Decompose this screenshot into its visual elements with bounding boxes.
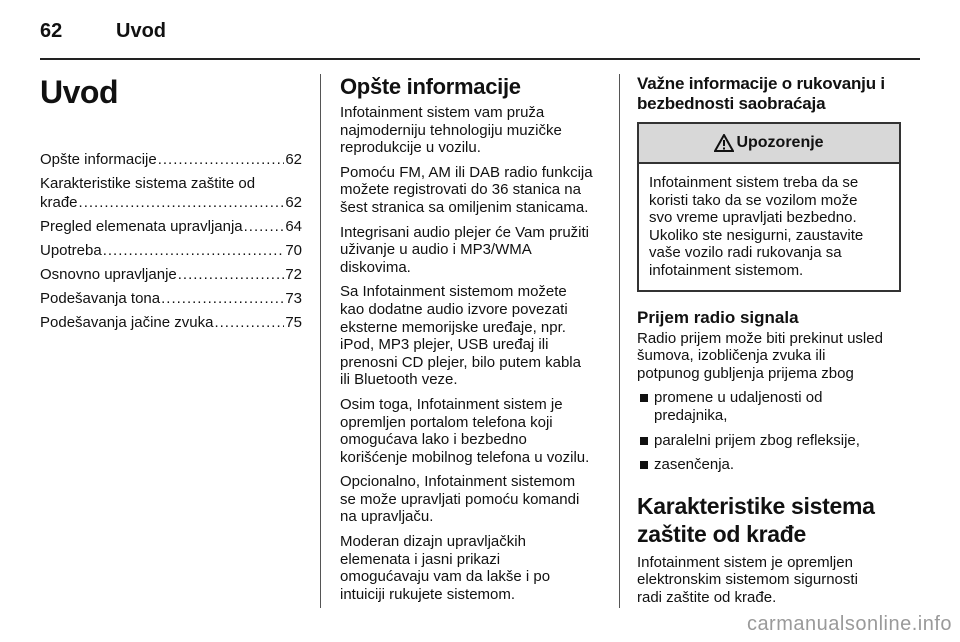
- safety-heading-line: Važne informacije o rukovanju i: [637, 74, 885, 93]
- text-line: na upravljaču.: [340, 508, 434, 526]
- toc-page-number: 64: [285, 218, 302, 235]
- toc-leader-dots: [158, 150, 285, 169]
- toc-entry-text: Podešavanja tona: [40, 290, 161, 307]
- text-line: ili Bluetooth veze.: [340, 371, 458, 389]
- warning-triangle-icon: [714, 134, 734, 152]
- antitheft-heading-line: Karakteristike sistema: [637, 492, 875, 519]
- antitheft-heading-line: zaštite od krađe: [637, 520, 807, 547]
- text-line: Moderan dizajn upravljačkih: [340, 533, 526, 551]
- radio-intro: [637, 330, 901, 383]
- toc-list: [40, 150, 302, 332]
- text-line: predajnika,: [654, 406, 728, 424]
- toc-leader-dots: [161, 289, 284, 308]
- text-line: diskovima.: [340, 258, 411, 276]
- bullet-square-icon: [640, 437, 648, 445]
- toc-entry-text: Podešavanja jačine zvuka: [40, 314, 214, 331]
- text-line: Infotainment sistem je opremljen: [637, 553, 853, 571]
- text-line: intuiciji rukujete sistemom.: [340, 585, 516, 603]
- chapter-title: Uvod: [116, 20, 166, 42]
- toc-entry[interactable]: [40, 313, 302, 332]
- safety-heading: [637, 74, 901, 114]
- text-line: iPod, MP3 plejer, USB uređaj ili: [340, 336, 549, 354]
- radio-heading: Prijem radio signala: [637, 307, 799, 327]
- text-line: opremljen portalom telefona koji: [340, 413, 553, 431]
- text-line: potpunog gubljenja prijema zbog: [637, 364, 854, 382]
- text-line: Integrisani audio plejer će Vam pružiti: [340, 223, 590, 241]
- toc-page-number: 75: [285, 314, 302, 331]
- toc-entry[interactable]: [40, 289, 302, 308]
- toc-entry[interactable]: [40, 241, 302, 260]
- antitheft-heading: [637, 492, 901, 548]
- text-line: možete registrovati do 36 stanica na: [340, 181, 581, 199]
- toc-column: [40, 74, 302, 337]
- toc-entry[interactable]: [40, 217, 302, 236]
- page-number: 62: [40, 20, 63, 42]
- bullet-square-icon: [640, 394, 648, 402]
- text-line: vaše vozilo radi rukovanja sa: [649, 244, 842, 262]
- bullet-item: [637, 432, 901, 450]
- text-line: eksterne memorijske uređaje, npr.: [340, 318, 566, 336]
- section-title: Uvod: [40, 74, 118, 110]
- column-divider: [619, 74, 620, 608]
- text-line: radi zaštite od krađe.: [637, 588, 777, 606]
- text-line: promene u udaljenosti od: [654, 389, 823, 407]
- toc-line: [40, 174, 302, 193]
- radio-bullet-list: [637, 389, 901, 473]
- toc-page-number: 72: [285, 266, 302, 283]
- text-line: paralelni prijem zbog refleksije,: [654, 431, 860, 449]
- safety-column: [637, 74, 901, 614]
- text-line: Radio prijem može biti prekinut usled: [637, 329, 883, 347]
- toc-entry-text: krađe: [40, 194, 78, 211]
- text-line: Ukoliko ste nesigurni, zaustavite: [649, 226, 864, 244]
- toc-leader-dots: [244, 217, 285, 236]
- toc-page-number: 73: [285, 290, 302, 307]
- warning-box: [637, 122, 901, 292]
- text-line: Opcionalno, Infotainment sistemom: [340, 473, 576, 491]
- toc-entry[interactable]: [40, 174, 302, 212]
- paragraph: [340, 473, 602, 526]
- text-line: prenosni CD plejer, bilo putem kabla: [340, 353, 581, 371]
- bullet-item: [637, 389, 901, 424]
- text-line: omogućavaju vam da lakše i po: [340, 568, 551, 586]
- watermark: carmanualsonline.info: [746, 613, 952, 635]
- toc-entry-text: Karakteristike sistema zaštite od: [40, 175, 256, 192]
- toc-entry-text: Opšte informacije: [40, 151, 157, 168]
- toc-line: [40, 150, 302, 169]
- text-line: šumova, izobličenja zvuka ili: [637, 347, 826, 365]
- toc-entry-text: Pregled elemenata upravljanja: [40, 218, 243, 235]
- text-line: infotainment sistemom.: [649, 261, 804, 279]
- toc-page-number: 62: [285, 151, 302, 168]
- toc-leader-dots: [178, 265, 285, 284]
- text-line: kao dodatne audio izvore povezati: [340, 300, 568, 318]
- toc-leader-dots: [103, 241, 285, 260]
- column-divider: [320, 74, 321, 608]
- toc-entry[interactable]: [40, 150, 302, 169]
- text-line: šest stranica sa omiljenim stanicama.: [340, 198, 589, 216]
- text-line: se može upravljati pomoću komandi: [340, 490, 580, 508]
- text-line: najmoderniju tehnologiju muzičke: [340, 121, 562, 139]
- text-line: Sa Infotainment sistemom možete: [340, 283, 567, 301]
- text-line: elektronskim sistemom sigurnosti: [637, 571, 858, 589]
- text-line: koristi tako da se vozilom može: [649, 191, 858, 209]
- warning-title: Upozorenje: [736, 134, 824, 151]
- toc-line: [40, 289, 302, 308]
- text-line: uživanje u audio i MP3/WMA: [340, 241, 532, 259]
- text-line: Osim toga, Infotainment sistem je: [340, 395, 563, 413]
- toc-line: [40, 193, 302, 212]
- text-line: elemenata i jasni prikazi: [340, 550, 501, 568]
- warning-header: [639, 124, 899, 164]
- general-info-heading: Opšte informacije: [340, 74, 521, 99]
- toc-entry-text: Upotreba: [40, 242, 102, 259]
- bullet-item: [637, 456, 901, 474]
- text-line: reprodukcije u vozilu.: [340, 139, 481, 157]
- paragraph: [340, 283, 602, 389]
- toc-entry[interactable]: [40, 265, 302, 284]
- toc-line: [40, 265, 302, 284]
- toc-page-number: 70: [285, 242, 302, 259]
- text-line: Pomoću FM, AM ili DAB radio funkcija: [340, 163, 593, 181]
- general-info-body: [340, 104, 602, 603]
- toc-line: [40, 313, 302, 332]
- paragraph: [340, 396, 602, 466]
- page-header: [40, 20, 920, 44]
- paragraph: [340, 224, 602, 277]
- safety-heading-line: bezbednosti saobraćaja: [637, 94, 826, 113]
- general-info-column: [340, 74, 602, 610]
- toc-page-number: 62: [285, 194, 302, 211]
- text-line: omogućava lako i bezbedno: [340, 431, 527, 449]
- bullet-square-icon: [640, 461, 648, 469]
- toc-line: [40, 217, 302, 236]
- toc-entry-text: Osnovno upravljanje: [40, 266, 177, 283]
- toc-leader-dots: [214, 313, 284, 332]
- warning-text: [639, 164, 899, 290]
- paragraph: [340, 104, 602, 157]
- text-line: zasenčenja.: [654, 456, 735, 474]
- header-rule: [40, 58, 920, 60]
- text-line: svo vreme upravljati bezbedno.: [649, 209, 857, 227]
- text-line: korišćenje mobilnog telefona u vozilu.: [340, 448, 590, 466]
- text-line: Infotainment sistem vam pruža: [340, 104, 545, 121]
- text-line: Infotainment sistem treba da se: [649, 174, 859, 191]
- toc-leader-dots: [79, 193, 285, 212]
- paragraph: [340, 533, 602, 603]
- antitheft-body: [637, 554, 901, 607]
- toc-line: [40, 241, 302, 260]
- paragraph: [340, 164, 602, 217]
